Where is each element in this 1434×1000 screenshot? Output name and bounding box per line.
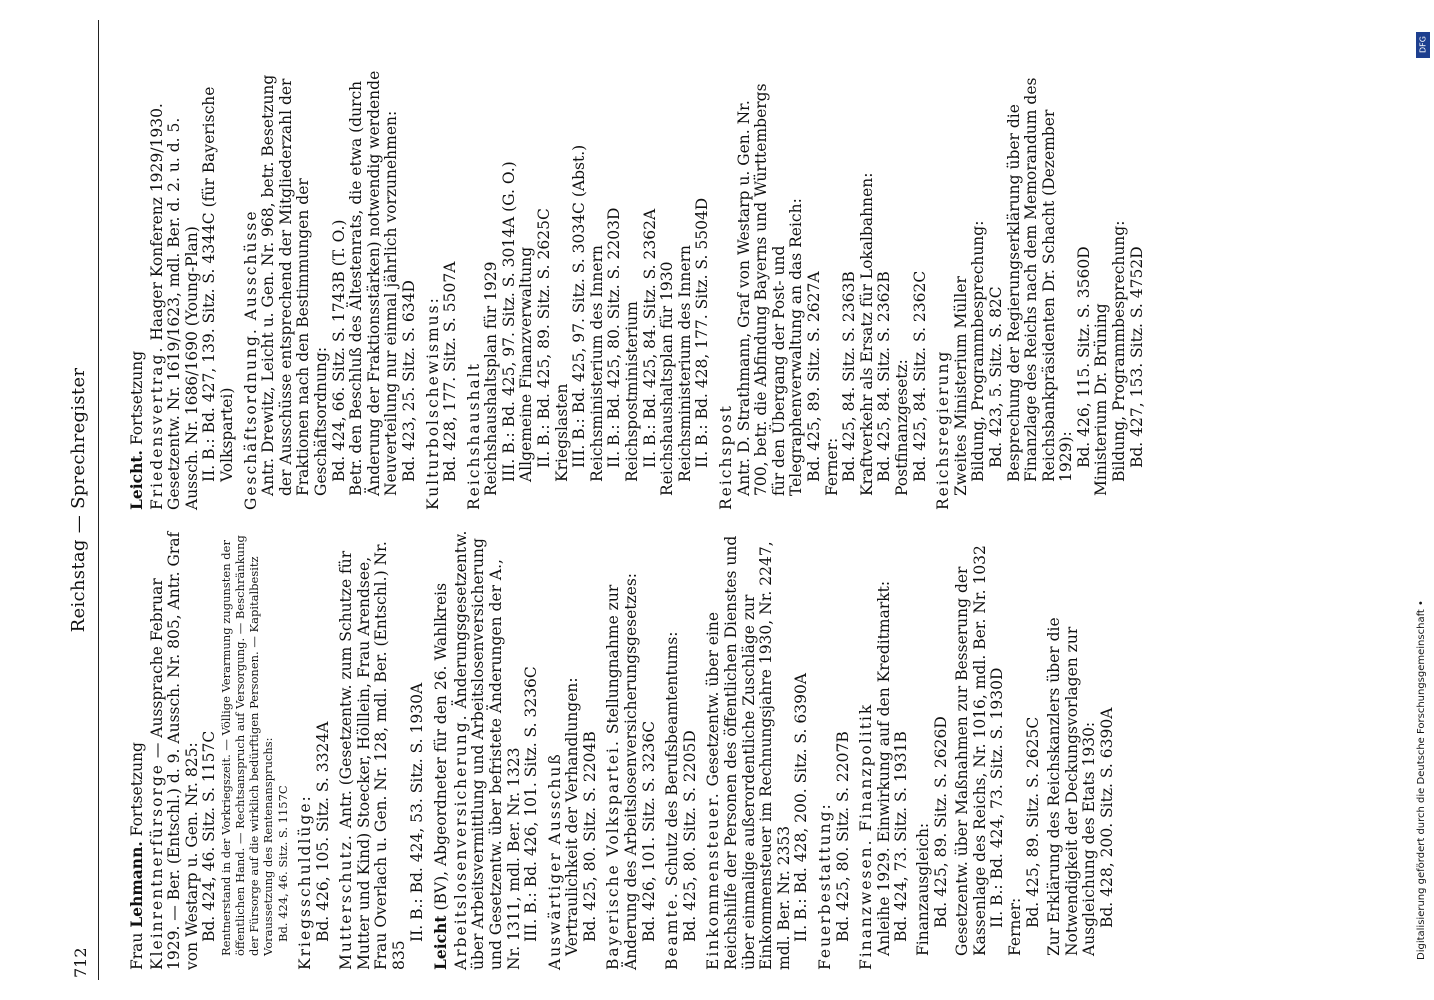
entry-subheading: Zweites Ministerium Müller [951, 276, 970, 496]
entry-reference: Bd. 426, 115. Sitz. S. 3560D [1074, 246, 1093, 468]
entry-text: Betr. den Beschluß des Ältestenrats, die etwa (durch Änderung der Fraktionsstärken) notwendig werdende Neuverteilung nur einmal jährlich vorzunehmen: [347, 70, 401, 496]
entry-subheading: Besprechung der Regierungserklärung über die Finanzlage des Reichs nach dem Memorandum des Reichsbankpräsidenten Dr. Schacht (Dezember 1929): [1004, 77, 1076, 482]
entry-reference: Bd. 426, 105. Sitz. S. 3324A [313, 721, 332, 942]
continuation-label: Fortsetzung [128, 350, 146, 446]
deckungsvorlagen-section [1046, 530, 1116, 970]
entry-heading: Reichspost [717, 404, 735, 510]
digitization-credit: Digitalisierung gefördert durch die Deutsche Forschungsgemeinschaft • [1416, 600, 1427, 960]
entry-kriegsschuldluege [297, 530, 332, 970]
entry-heading: Kleinrentnerfürsorge [147, 763, 166, 970]
entry-finanzwesen [858, 530, 1116, 970]
speaker-description: (BV), Abgeordneter für den 26. Wahlkreis [432, 582, 451, 911]
entry-heading: Beamte. [663, 891, 682, 970]
entry-reference: III. B.: Bd. 425, 97. Sitz. S. 3034C (Abst.) [570, 144, 589, 468]
entry-reference: Bd. 424, 73. Sitz. S. 1931B [892, 731, 911, 942]
entry-subheading: Allgemeine Finanzverwaltung [517, 246, 536, 482]
entry-reference: Bd. 425, 89. Sitz. S. 2626D [931, 716, 950, 928]
entry-reference: Bd. 425, 80. Sitz. S. 2207B [833, 731, 852, 942]
dfg-logo: DFG [1416, 32, 1430, 58]
entry-text: Gesetzentw. über eine Reichshilfe der Personen des öffentlichen Dienstes und über einmalige außerordentliche Zuschläge zur Einkommensteuer im Rechnungsjahre 1930, Nr. 2247, mdl. Ber. Nr. 2353 [704, 535, 793, 970]
entry-reference: II. B.: Bd. 428, 200. Sitz. S. 6390A [792, 673, 811, 942]
speaker-name: Leicht [431, 915, 451, 970]
entry-reichspost [718, 70, 929, 510]
entry-subheading: Reichshaushaltsplan für 1930 [658, 261, 677, 496]
entry-frau-lehmann [128, 530, 147, 970]
entry-reference: Bd. 425, 89. Sitz. S. 2625C [1023, 716, 1042, 928]
entry-heading: Bayerische Volkspartei. [604, 739, 623, 970]
entry-subheading: Postfinanzgesetz: [892, 359, 911, 496]
entry-reference: Bd. 424, 46. Sitz. S. 1157C [200, 730, 219, 942]
entry-mutterschutz [338, 530, 426, 970]
entry-heading: Einkommensteuer. [704, 791, 723, 970]
entry-reference: Bd. 424, 46. Sitz. S. 1157C [275, 785, 290, 942]
entry-reference: II. B.: Bd. 425, 89. Sitz. S. 2625C [535, 208, 554, 468]
entry-text: Zur Erklärung des Reichskanzlers über die Notwendigkeit der Deckungsvorlagen zur Ausgleichung des Etats 1930: [1045, 617, 1099, 956]
entry-subheading: Reichspostministerium [623, 301, 642, 482]
entry-text: Stellungnahme zur Änderung des Arbeitslosenversicherungsgesetzes: [604, 572, 641, 970]
entry-kulturbolschewismus [425, 70, 460, 510]
entry-reference: II. B.: Bd. 427, 139. Sitz. S. 4344C (für Bayerische Volkspartei) [200, 86, 236, 482]
left-column [128, 530, 1119, 970]
entry-reference: II. B.: Bd. 428, 177. Sitz. S. 5504D [693, 197, 712, 468]
entry-reference: Bd. 428, 200. Sitz. S. 6390A [1097, 707, 1116, 928]
entry-heading: Reichsregierung [934, 349, 953, 510]
entry-friedensvertrag [149, 70, 237, 510]
entry-kleinrentnerfuersorge [149, 530, 291, 970]
entry-reference: Bd. 428, 177. Sitz. S. 5507A [441, 261, 460, 482]
entry-subheading: Ministerium Dr. Brüning [1092, 303, 1111, 496]
register-page [58, 20, 1308, 980]
entry-heading: Kriegsschuldlüge: [295, 794, 314, 970]
entry-heading: Geschäftsordnung. Ausschüsse [241, 209, 260, 510]
speaker-name: Leicht. [127, 450, 146, 510]
entry-subheading: Reichshaushaltsplan für 1929 [482, 261, 501, 496]
continuation-label: Fortsetzung [128, 742, 146, 837]
running-title: Reichstag — Sprechregister [68, 367, 89, 633]
entry-text: Antr. (Gesetzentw. zum Schutze für Mutter und Kind) Stoecker, Hölllein, Frau Arendsee, Frau Overlach u. Gen. Nr. 128, mdl. Ber. (Entschl.) Nr. 835 [337, 541, 408, 970]
entry-heading: Finanzwesen. Finanzpolitik [857, 702, 876, 970]
page-number: 712 [71, 947, 90, 978]
entry-reference: III. B.: Bd. 425, 97. Sitz. S. 3014A (G. O.) [499, 161, 518, 482]
entry-bayerische-volkspartei [605, 530, 658, 970]
entry-reference: II. B.: Bd. 424, 53. Sitz. S. 1930A [407, 682, 426, 942]
entry-reference: Bd. 425, 84. Sitz. S. 2362B [875, 271, 894, 482]
entry-subheading: Bildung, Programmbesprechung: [969, 220, 988, 482]
entry-auswaertiger-ausschuss [547, 530, 600, 970]
entry-reference: II. B.: Bd. 425, 84. Sitz. S. 2362A [640, 208, 659, 468]
entry-heading: Reichshaushalt [464, 362, 483, 510]
entry-reference: Bd. 425, 80. Sitz. S. 2205D [680, 730, 699, 942]
right-column [128, 70, 1148, 510]
entry-heading: Mutterschutz. [337, 833, 356, 970]
entry-subheading: Anleihe 1929. Einwirkung auf den Kreditmarkt: [874, 580, 893, 956]
entry-reference: Bd. 424, 66. Sitz. S. 1743B (T. O.) [329, 219, 348, 482]
entry-leicht [432, 530, 451, 970]
entry-heading: Auswärtiger Ausschuß [545, 752, 564, 970]
kassenlage-section [954, 530, 1042, 970]
entry-beamte [664, 530, 699, 970]
entry-text: Gesetzentw. über Maßnahmen zur Besserung der Kassenlage des Reichs, Nr. 1016, mdl. Ber. Nr. 1032 [953, 545, 989, 956]
entry-reference: Bd. 423, 25. Sitz. S. 634D [399, 280, 418, 482]
entry-subheading: Kriegslasten [552, 383, 571, 482]
entry-reference: Bd. 425, 84. Sitz. S. 2362C [910, 270, 929, 482]
entry-text: Antr. D. Strathmann, Graf von Westarp u. Gen. Nr. 700, betr. die Abfindung Bayerns und Württembergs für den Übergang der Post- und Telegraphenverwaltung an das Reich: [734, 83, 806, 496]
entry-geschaeftsordnung [243, 70, 419, 510]
entry-reference: Bd. 427, 153. Sitz. S. 4752D [1127, 246, 1146, 468]
entry-reference: Bd. 425, 80. Sitz. S. 2204B [580, 731, 599, 942]
entry-einkommensteuer [705, 530, 811, 970]
entry-heading: Kulturbolschewismus: [423, 296, 442, 510]
entry-leicht-continued [128, 70, 147, 510]
entry-text: Änderungsgesetzentw. über Arbeitsvermittlung und Arbeitslosenversicherung und Gesetzentw. über befristete Änderungen der A., Nr. 1311, mdl. Ber. Nr. 1323 [451, 530, 523, 970]
entry-reference: Bd. 426, 101. Sitz. S. 3236C [639, 720, 658, 942]
entry-reference: Bd. 423, 5. Sitz. S. 82C [986, 286, 1005, 468]
entry-heading: Arbeitslosenversicherung. [451, 713, 470, 970]
entry-heading: Friedensvertrag. [147, 345, 166, 510]
entry-reference: III. B.: Bd. 426, 101. Sitz. S. 3236C [522, 666, 541, 942]
entry-heading: Feuerbestattung: [816, 802, 834, 970]
entry-subheading: Finanzausgleich: [913, 822, 932, 956]
entry-subheading: Kraftverkehr als Ersatz für Lokalbahnen: [857, 172, 876, 496]
entry-reference: Bd. 425, 89. Sitz. S. 2627A [804, 271, 823, 482]
finanzausgleich-section [915, 530, 950, 970]
entry-note: Rentnerstand in der Vorkriegszeit. — Völlige Verarmung zugunsten der öffentlichen Hand. — Rechtsanspruch auf Versorgung. — Beschränkung der Fürsorge auf die wirklich bedürftigen Personen. — Kapitalbesitz Voraussetzung des Rentenanspruchs: [218, 535, 275, 956]
entry-reichshaushalt [466, 70, 712, 510]
entry-subheading: Vertraulichkeit der Verhandlungen: [563, 677, 582, 956]
speaker-name: Lehmann. [127, 841, 146, 928]
entry-text: Schutz des Berufsbeamtentums: [663, 631, 682, 887]
entry-text: Haager Konferenz 1929/1930. Gesetzentw. Nr. 1619/1623, mdl. Ber. d. 2. u. d. 5. Aussch. Nr. 1686/1690 (Young-Plan) [147, 103, 201, 510]
entry-arbeitslosenversicherung [453, 530, 541, 970]
entry-subheading: Reichsministerium des Innern [587, 245, 606, 482]
entry-reference: II. B.: Bd. 424, 73. Sitz. S. 1930D [988, 667, 1007, 928]
entry-reference: Bd. 425, 84. Sitz. S. 2363B [840, 271, 859, 482]
entry-feuerbestattung [817, 530, 852, 970]
entry-text: — Aussprache Februar 1929. — Ber. (Entschl.) d. 9. Aussch. Nr. 805, Antr. Graf von Westarp u. Gen. Nr. 825: [147, 531, 201, 970]
frau-prefix: Frau [128, 932, 146, 970]
entry-subheading: Bildung, Programmbesprechung: [1110, 220, 1129, 482]
ferner-label: Ferner: [1005, 897, 1024, 956]
entry-subheading: Reichsministerium des Innern [675, 245, 694, 482]
entry-text: Antr. Drewitz, Leicht u. Gen. Nr. 968, betr. Besetzung der Ausschüsse entsprechend der Mitgliederzahl der Fraktionen nach den Bestimmungen der Geschäftsordnung: [259, 74, 330, 496]
entry-reichsregierung [935, 70, 1146, 510]
ferner-label: Ferner: [822, 437, 841, 496]
page-header [58, 20, 99, 980]
entry-reference: II. B.: Bd. 425, 80. Sitz. S. 2203D [605, 207, 624, 468]
